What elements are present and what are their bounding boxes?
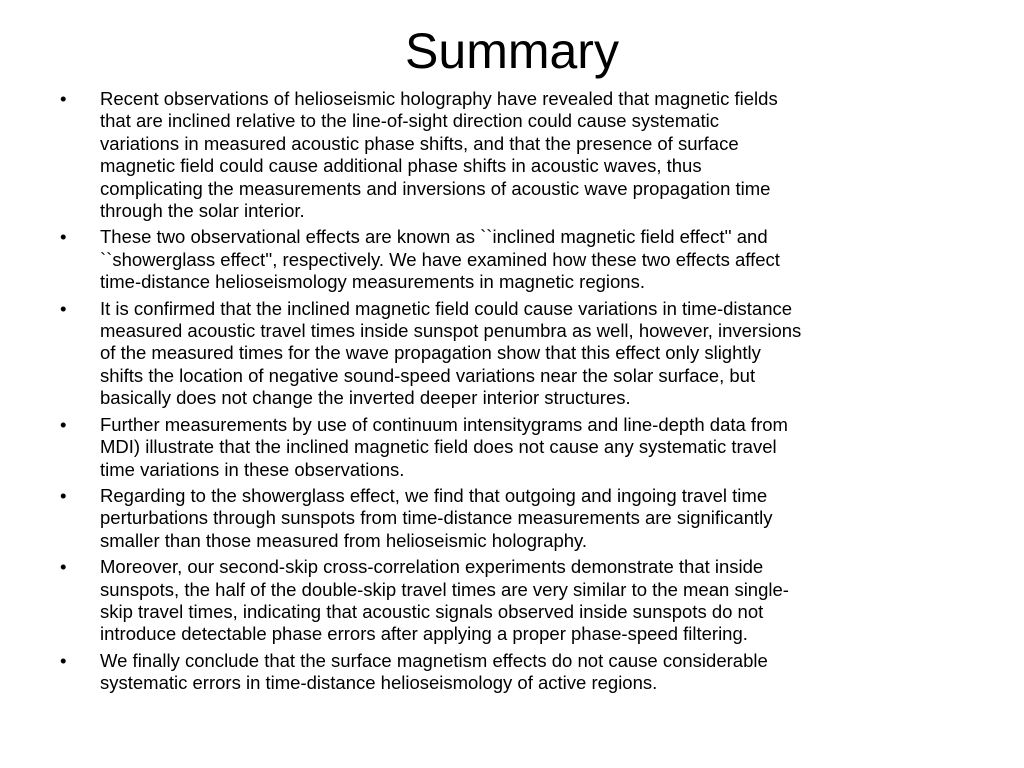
bullet-dot-icon: • — [60, 88, 67, 109]
bullet-dot-icon: • — [60, 413, 67, 435]
bullet-item — [60, 88, 975, 222]
bullet-text: Regarding to the showerglass effect, we find that outgoing and ingoing travel time perturbations through sunspots from time-distance measurements are significantly smaller than those measured from helioseismic holography. — [100, 484, 773, 551]
bullet-list — [60, 88, 975, 699]
bullet-item — [60, 556, 975, 646]
bullet-item — [60, 298, 975, 410]
bullet-item — [60, 226, 975, 293]
bullet-text: Further measurements by use of continuum intensitygrams and line-depth data from MDI) illustrate that the inclined magnetic field does not cause any systematic travel time variations in these observations. — [100, 413, 788, 480]
bullet-item — [60, 485, 975, 552]
bullet-text: Recent observations of helioseismic holography have revealed that magnetic fields that are inclined relative to the line-of-sight direction could cause systematic variations in measured acoustic phase shifts, and that the presence of surface magnetic field could cause additional phase shifts in acoustic waves, thus complicating the measurements and inversions of acoustic wave propagation time through the solar interior. — [100, 88, 778, 222]
bullet-dot-icon: • — [60, 226, 67, 248]
bullet-dot-icon: • — [60, 297, 67, 319]
bullet-text: Moreover, our second-skip cross-correlation experiments demonstrate that inside sunspots, the half of the double-skip travel times are very similar to the mean single- skip travel times, indicating that acoustic signals observed inside sunspots do not introduce detectable phase errors after applying a proper phase-speed filtering. — [100, 556, 789, 645]
bullet-text: These two observational effects are known as ``inclined magnetic field effect'' and ``showerglass effect'', respectively. We have examined how these two effects affect time-distance helioseismology measurements in magnetic regions. — [100, 226, 780, 293]
bullet-text: It is confirmed that the inclined magnetic field could cause variations in time-distance measured acoustic travel times inside sunspot penumbra as well, however, inversions of the measured times for the wave propagation show that this effect only slightly shifts the location of negative sound-speed variations near the solar surface, but basically does not change the inverted deeper interior structures. — [100, 297, 802, 409]
bullet-dot-icon: • — [60, 556, 67, 578]
bullet-item — [60, 414, 975, 481]
bullet-dot-icon: • — [60, 484, 67, 506]
bullet-dot-icon: • — [60, 649, 67, 671]
bullet-item — [60, 650, 975, 695]
bullet-text: We finally conclude that the surface magnetism effects do not cause considerable systematic errors in time-distance helioseismology of active regions. — [100, 649, 768, 694]
slide-title: Summary — [405, 23, 619, 79]
